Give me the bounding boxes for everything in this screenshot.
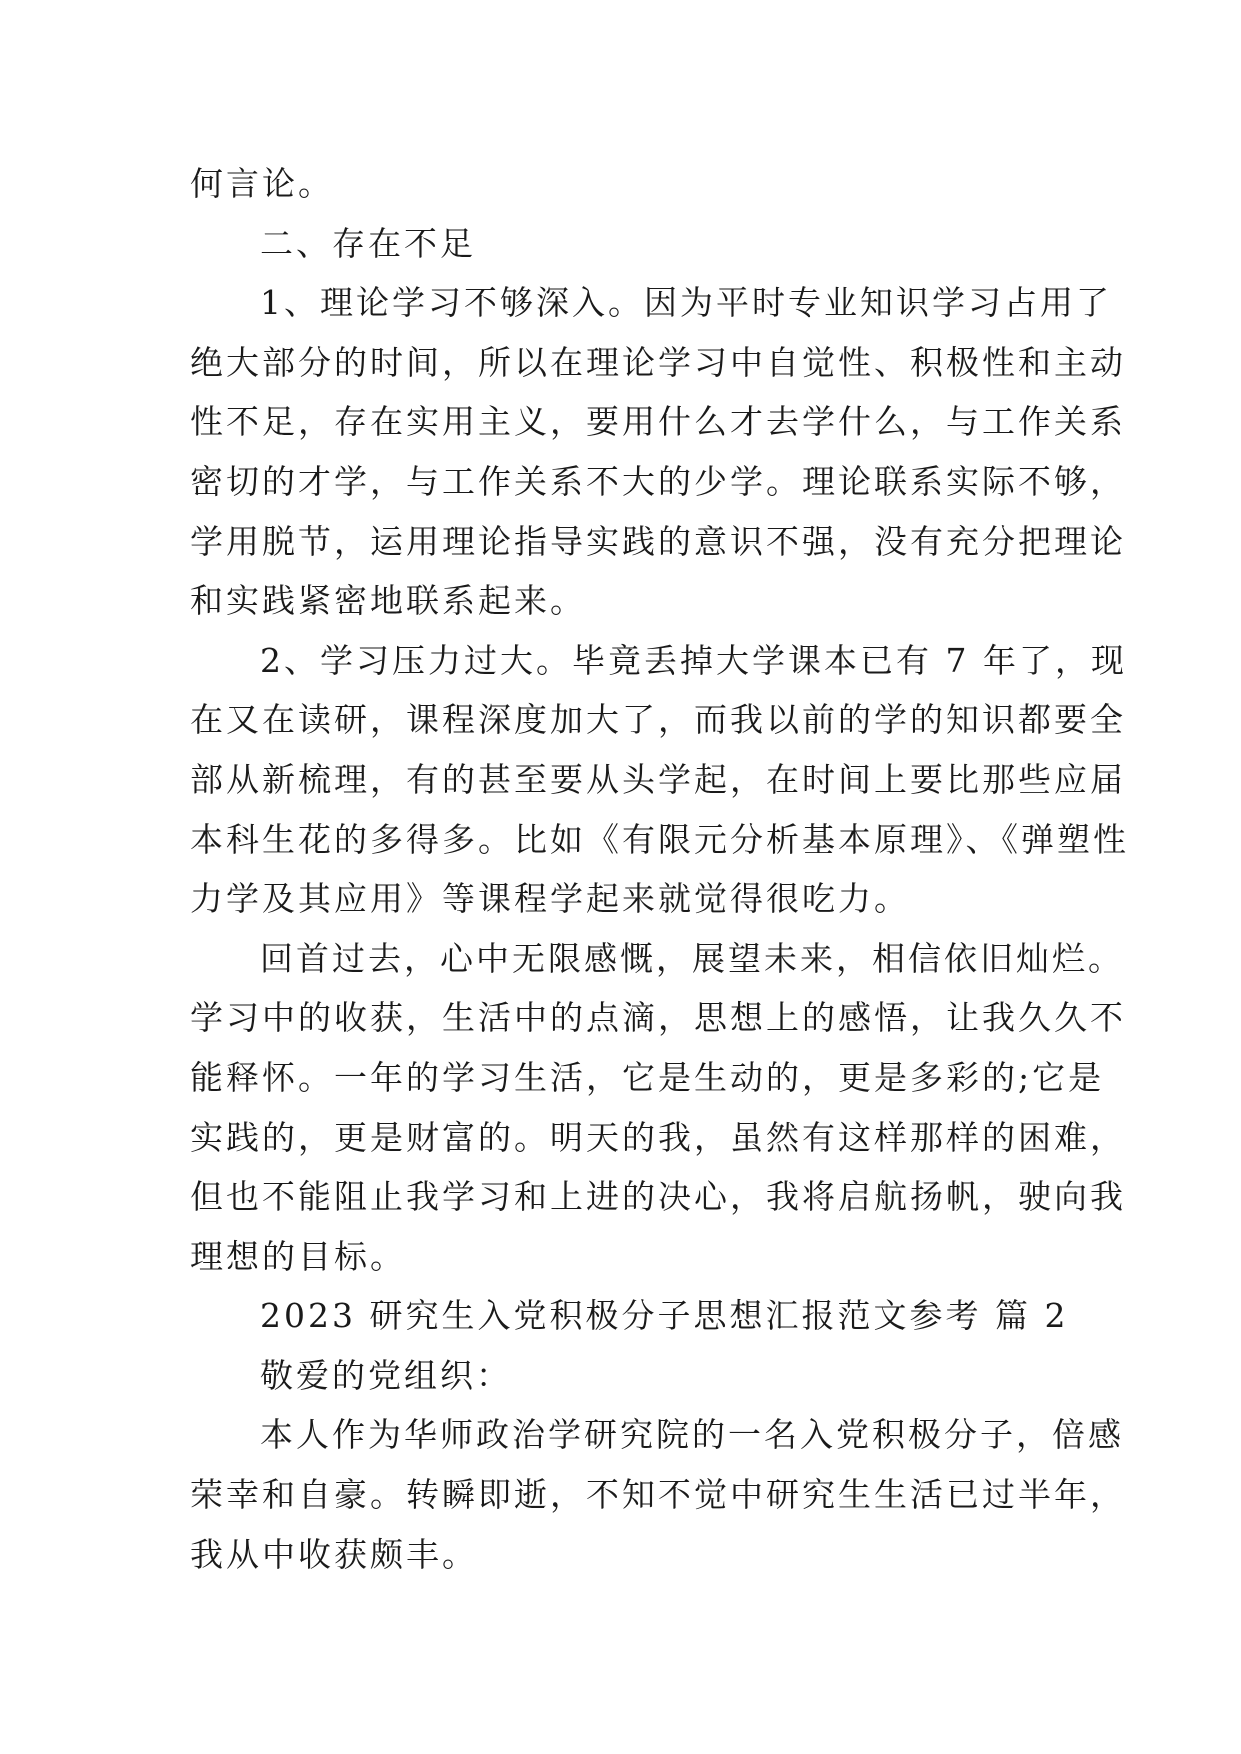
text-line: 本人作为华师政治学研究院的一名入党积极分子，倍感 bbox=[260, 1415, 1124, 1455]
text-line: 力学及其应用》等课程学起来就觉得很吃力。 bbox=[190, 879, 910, 919]
text-line: 2、学习压力过大。毕竟丢掉大学课本已有 7 年了，现 bbox=[260, 640, 1127, 680]
text-line: 在又在读研，课程深度加大了，而我以前的学的知识都要全 bbox=[190, 700, 1126, 740]
text-line: 密切的才学，与工作关系不大的少学。理论联系实际不够， bbox=[190, 461, 1126, 501]
text-line: 回首过去，心中无限感慨，展望未来，相信依旧灿烂。 bbox=[260, 938, 1124, 978]
text-line: 部从新梳理，有的甚至要从头学起，在时间上要比那些应届 bbox=[190, 759, 1126, 799]
text-line: 性不足，存在实用主义，要用什么才去学什么，与工作关系 bbox=[190, 402, 1126, 442]
text-line: 和实践紧密地联系起来。 bbox=[190, 581, 586, 621]
text-line: 但也不能阻止我学习和上进的决心，我将启航扬帆，驶向我 bbox=[190, 1177, 1126, 1217]
text-line: 实践的，更是财富的。明天的我，虽然有这样那样的困难， bbox=[190, 1117, 1126, 1157]
text-line: 何言论。 bbox=[190, 164, 334, 203]
text-line: 理想的目标。 bbox=[190, 1236, 406, 1276]
text-line: 本科生花的多得多。比如《有限元分析基本原理》、《弹塑性 bbox=[190, 819, 1129, 859]
salutation: 敬爱的党组织： bbox=[260, 1355, 512, 1395]
text-line: 学习中的收获，生活中的点滴，思想上的感悟，让我久久不 bbox=[190, 998, 1126, 1038]
text-line: 能释怀。一年的学习生活，它是生动的，更是多彩的;它是 bbox=[190, 1057, 1105, 1097]
text-line: 我从中收获颇丰。 bbox=[190, 1534, 478, 1574]
text-line: 绝大部分的时间，所以在理论学习中自觉性、积极性和主动 bbox=[190, 342, 1126, 382]
article-title: 2023 研究生入党积极分子思想汇报范文参考 篇 2 bbox=[260, 1296, 1069, 1336]
text-line: 1、理论学习不够深入。因为平时专业知识学习占用了 bbox=[260, 283, 1112, 323]
section-heading: 二、存在不足 bbox=[260, 223, 476, 263]
document-body bbox=[190, 154, 1129, 1584]
text-line: 学用脱节，运用理论指导实践的意识不强，没有充分把理论 bbox=[190, 521, 1126, 561]
text-line: 荣幸和自豪。转瞬即逝，不知不觉中研究生生活已过半年， bbox=[190, 1475, 1126, 1515]
